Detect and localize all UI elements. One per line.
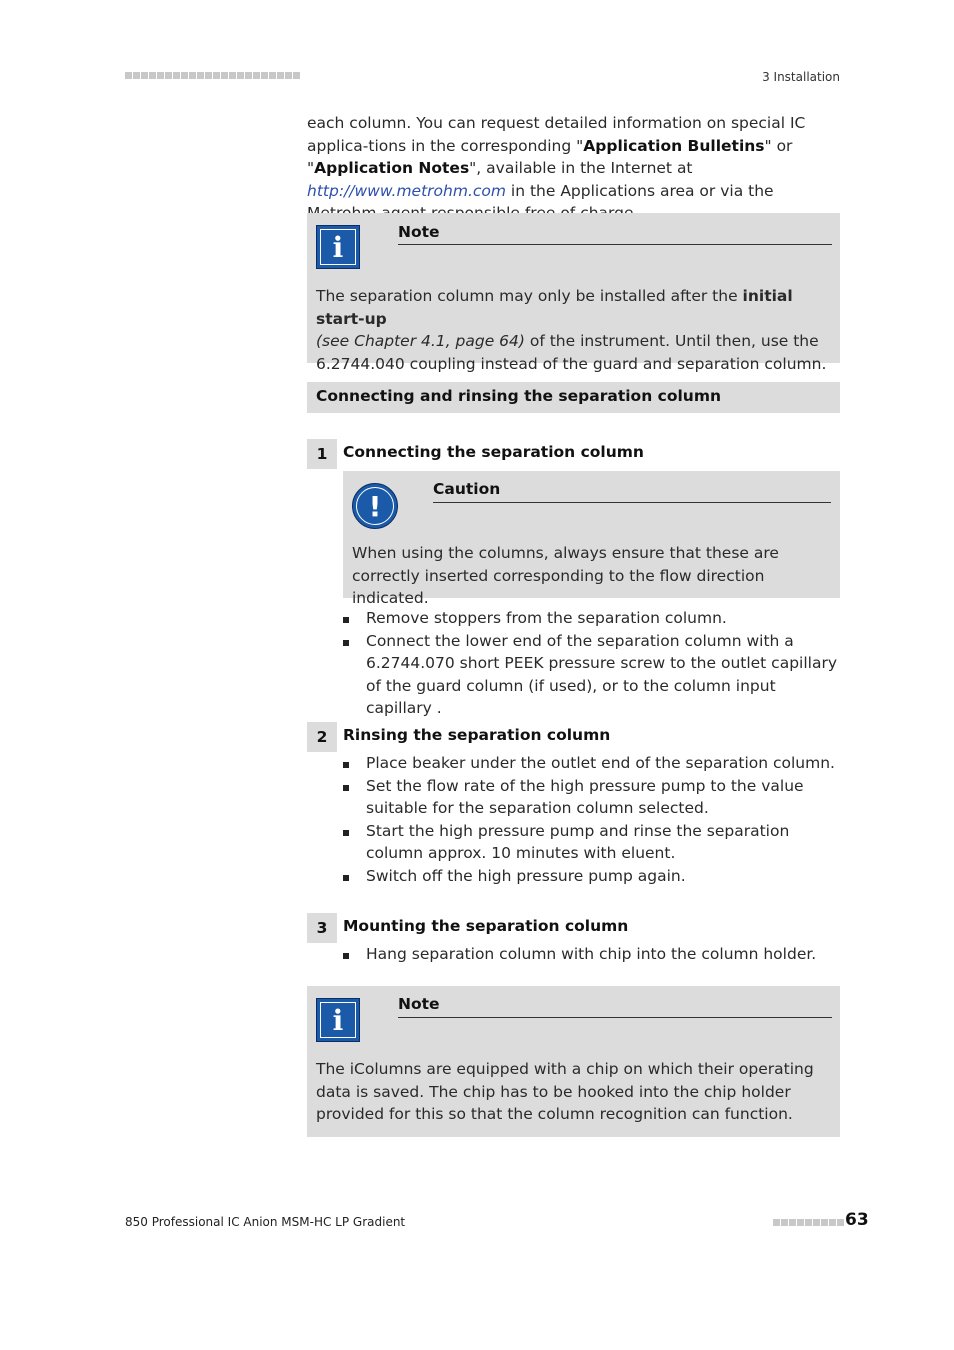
step-number: 2	[307, 722, 337, 752]
chapter-reference[interactable]: (see Chapter 4.1, page 64)	[316, 332, 525, 350]
product-name: 850 Professional IC Anion MSM-HC LP Gradient	[125, 1215, 406, 1229]
step-title: Mounting the separation column	[343, 917, 629, 935]
note-box	[307, 213, 840, 373]
caution-text: When using the columns, always ensure that these are correctly inserted corresponding to the flow direction indicated.	[352, 544, 779, 607]
page-number: 63	[845, 1210, 869, 1230]
list-item: Connect the lower end of the separation column with a 6.2744.070 short PEEK pressure screw to the outlet capillary of the guard column (if used), or to the column input capillary .	[343, 630, 840, 720]
list-item: Place beaker under the outlet end of the separation column.	[343, 752, 840, 775]
step-title: Connecting the separation column	[343, 443, 644, 461]
list-item: Hang separation column with chip into the column holder.	[343, 943, 840, 966]
list-item: Start the high pressure pump and rinse the separation column approx. 10 minutes with eluent.	[343, 820, 840, 865]
list-item: Set the flow rate of the high pressure pump to the value suitable for the separation column selected.	[343, 775, 840, 820]
note-text: The iColumns are equipped with a chip on which their operating data is saved. The chip has to be hooked into the chip holder provided for this so that the column recognition can function.	[316, 1060, 814, 1123]
step-number: 1	[307, 439, 337, 469]
info-icon: i	[316, 225, 360, 269]
note-title: Note	[398, 995, 440, 1013]
step-number: 3	[307, 913, 337, 943]
header-decoration	[125, 72, 300, 80]
note-text: The separation column may only be installed after the initial start-up (see Chapter 4.1, page 64) of the instrument. Until then, use the 6.2744.040 coupling instead of the guard and separation column.	[316, 287, 827, 373]
step-1-list	[343, 607, 840, 720]
info-icon: i	[316, 998, 360, 1042]
list-item: Switch off the high pressure pump again.	[343, 865, 840, 888]
note-title: Note	[398, 223, 440, 241]
caution-title: Caution	[433, 480, 501, 498]
exclamation-icon: !	[352, 483, 398, 529]
step-3-list	[343, 943, 840, 966]
chapter-header: 3 Installation	[762, 70, 840, 84]
caution-box	[343, 471, 840, 607]
step-2-list	[343, 752, 840, 887]
section-heading: Connecting and rinsing the separation column	[307, 382, 840, 413]
note-divider	[398, 1017, 832, 1018]
note-box	[307, 986, 840, 1137]
intro-paragraph: each column. You can request detailed information on special IC applica-tions in the corresponding "Application Bulletins" or "Application Notes", available in the Internet at http://www.metrohm.com in the Applications area or via the	[307, 114, 806, 200]
caution-divider	[433, 502, 831, 503]
note-divider	[398, 244, 832, 245]
step-title: Rinsing the separation column	[343, 726, 611, 744]
list-item: Remove stoppers from the separation column.	[343, 607, 840, 630]
footer-decoration	[773, 1219, 844, 1226]
metrohm-link[interactable]: http://www.metrohm.com	[307, 181, 506, 200]
